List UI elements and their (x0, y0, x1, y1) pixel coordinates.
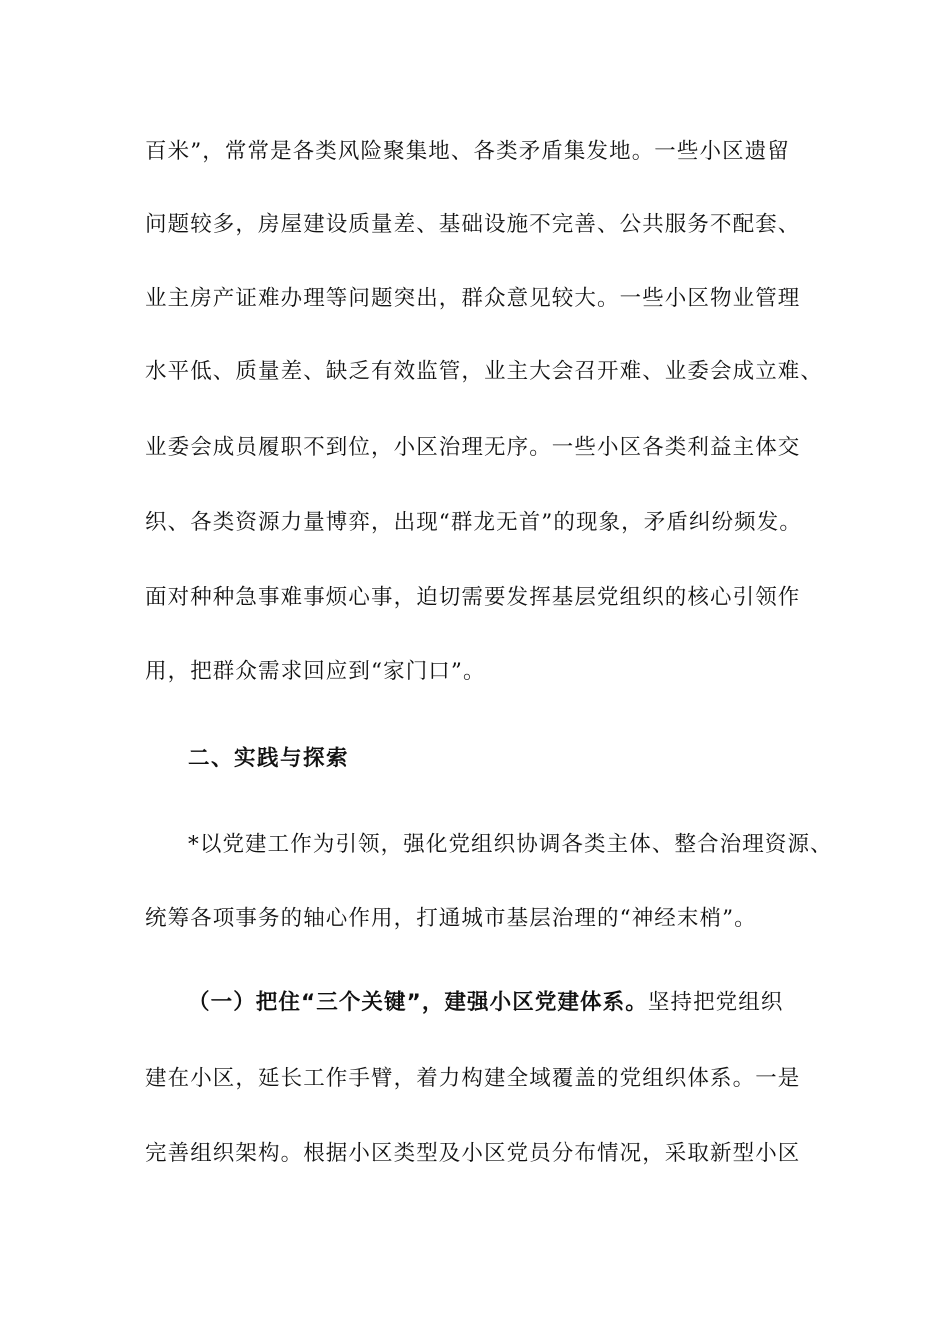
paragraph-line: 统筹各项事务的轴心作用，打通城市基层治理的“神经末梢”。 (145, 906, 757, 931)
paragraph-line: 问题较多，房屋建设质量差、基础设施不完善、公共服务不配套、 (145, 212, 801, 237)
paragraph-line: 业委会成员履职不到位，小区治理无序。一些小区各类利益主体交 (145, 435, 801, 460)
paragraph-line: 百米”，常常是各类风险聚集地、各类矛盾集发地。一些小区遗留 (145, 139, 790, 164)
paragraph-line: 业主房产证难办理等问题突出，群众意见较大。一些小区物业管理 (145, 286, 801, 311)
paragraph-line: 水平低、质量差、缺乏有效监管，业主大会召开难、业委会成立难、 (145, 359, 824, 384)
paragraph-line: *以党建工作为引领，强化党组织协调各类主体、整合治理资源、 (188, 832, 833, 857)
paragraph-line: 完善组织架构。根据小区类型及小区党员分布情况，采取新型小区 (145, 1141, 801, 1166)
paragraph-line: 建在小区，延长工作手臂，着力构建全域覆盖的党组织体系。一是 (145, 1066, 801, 1091)
section-heading: 二、实践与探索 (188, 746, 350, 771)
paragraph-line: 用，把群众需求回应到“家门口”。 (145, 659, 486, 684)
paragraph-line: 织、各类资源力量博弈，出现“群龙无首”的现象，矛盾纠纷频发。 (145, 510, 802, 535)
paragraph-line: 面对种种急事难事烦心事，迫切需要发挥基层党组织的核心引领作 (145, 585, 801, 610)
subsection-title: （一）把住“三个关键”，建强小区党建体系。 (188, 990, 648, 1015)
paragraph-text: 坚持把党组织 (647, 990, 784, 1015)
paragraph-first-line (188, 988, 868, 1018)
